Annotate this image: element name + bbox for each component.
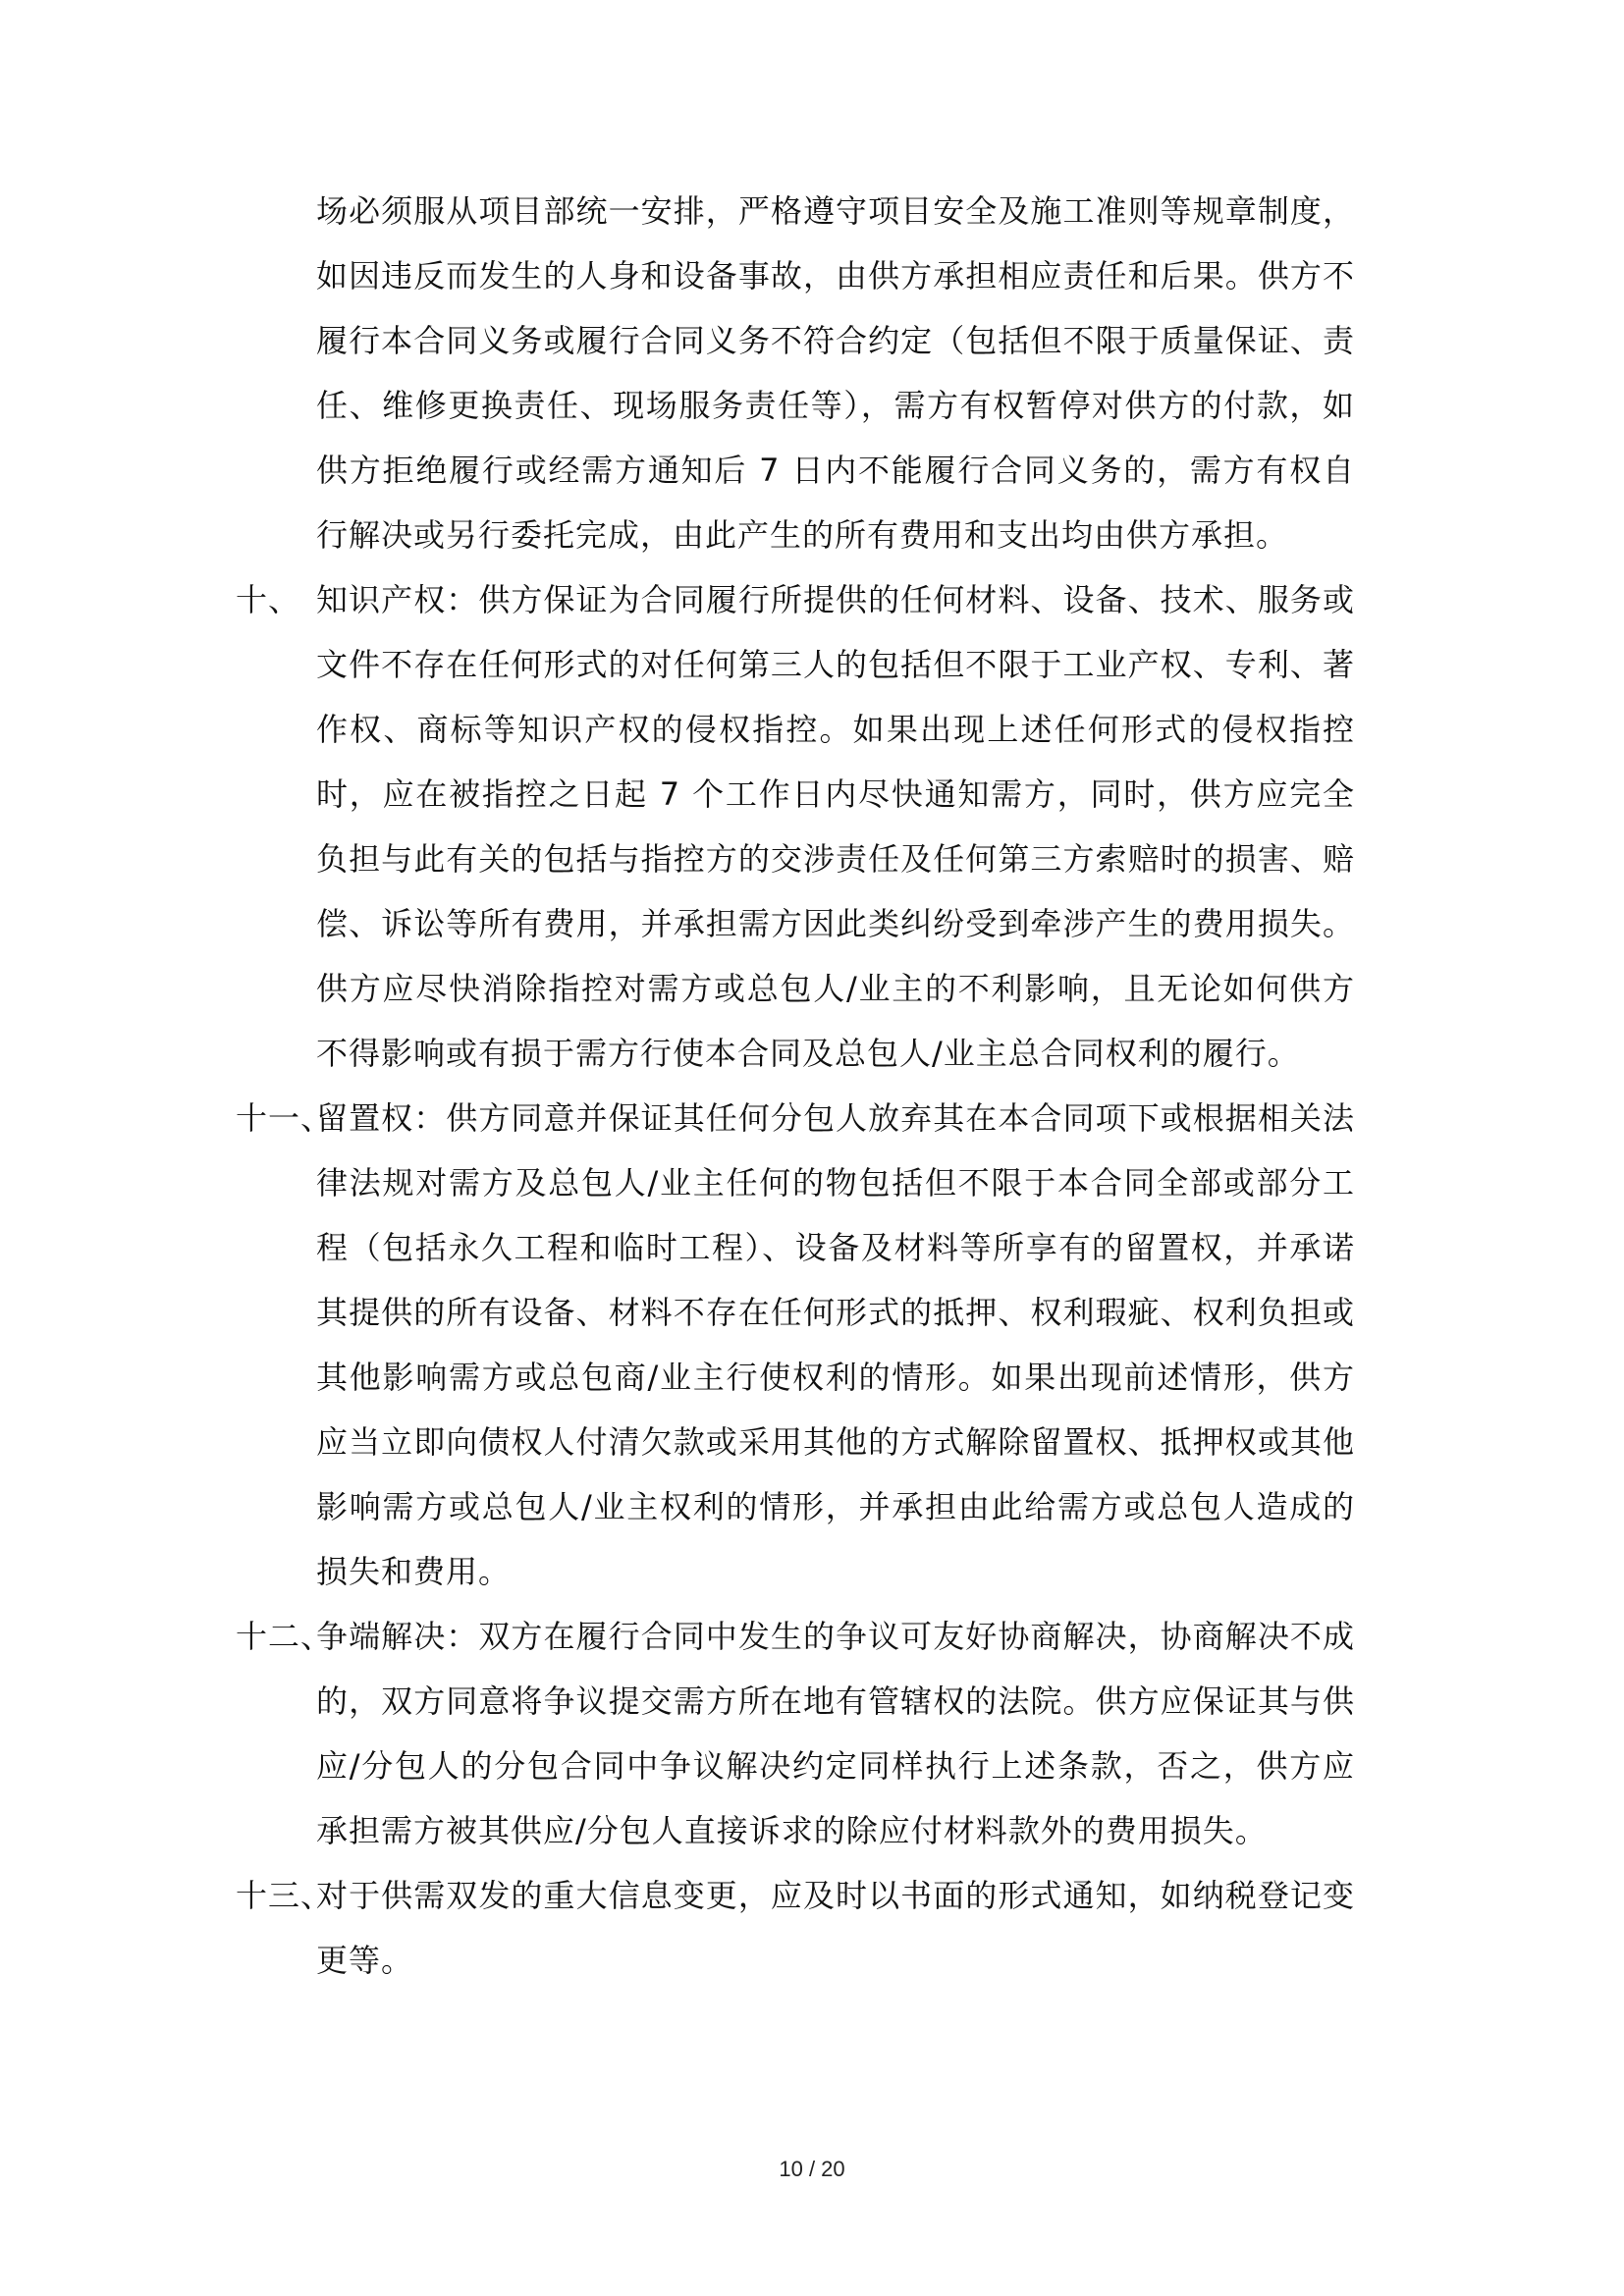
clause-number: 十二、 <box>236 1618 334 1655</box>
clause-number: 十一、 <box>236 1099 334 1137</box>
clause-number: 十三、 <box>236 1877 334 1914</box>
clause-10 <box>236 567 1355 1086</box>
intro-paragraph: 场必须服从项目部统一安排，严格遵守项目安全及施工准则等规章制度，如因违反而发生的人身和设备事故，由供方承担相应责任和后果。供方不履行本合同义务或履行合同义务不符合约定（包括但不限于质量保证、责任、维修更换责任、现场服务责任等），需方有权暂停对供方的付款，如供方拒绝履行或经需方通知后 7 日内不能履行合同义务的，需方有权自行解决或另行委托完成，由此产生的所有费用和支出均由供方承担。 <box>316 192 1355 554</box>
clause-text: 留置权：供方同意并保证其任何分包人放弃其在本合同项下或根据相关法律法规对需方及总包人/业主任何的物包括但不限于本合同全部或部分工程（包括永久工程和临时工程）、设备及材料等所享有的留置权，并承诺其提供的所有设备、材料不存在任何形式的抵押、权利瑕疵、权利负担或其他影响需方或总包商/业主行使权利的情形。如果出现前述情形，供方应当立即向债权人付清欠款或采用其他的方式解除留置权、抵押权或其他影响需方或总包人/业主权利的情形，并承担由此给需方或总包人造成的损失和费用。 <box>316 1099 1355 1590</box>
clause-13 <box>236 1863 1355 1993</box>
clause-text: 争端解决：双方在履行合同中发生的争议可友好协商解决，协商解决不成的，双方同意将争议提交需方所在地有管辖权的法院。供方应保证其与供应/分包人的分包合同中争议解决约定同样执行上述条款，否之，供方应承担需方被其供应/分包人直接诉求的除应付材料款外的费用损失。 <box>316 1618 1355 1849</box>
clause-number: 十、 <box>236 581 301 618</box>
clause-text: 知识产权：供方保证为合同履行所提供的任何材料、设备、技术、服务或文件不存在任何形式的对任何第三人的包括但不限于工业产权、专利、著作权、商标等知识产权的侵权指控。如果出现上述任何形式的侵权指控时，应在被指控之日起 7 个工作日内尽快通知需方，同时，供方应完全负担与此有关的包括与指控方的交涉责任及任何第三方索赔时的损害、赔偿、诉讼等所有费用，并承担需方因此类纠纷受到牵涉产生的费用损失。供方应尽快消除指控对需方或总包人/业主的不利影响，且无论如何供方不得影响或有损于需方行使本合同及总包人/业主总合同权利的履行。 <box>316 581 1355 1072</box>
page-number: 10 / 20 <box>779 2157 845 2181</box>
clause-text: 对于供需双发的重大信息变更，应及时以书面的形式通知，如纳税登记变更等。 <box>316 1877 1355 1979</box>
clause-11 <box>236 1086 1355 1604</box>
document-body <box>236 179 1355 1993</box>
clause-12 <box>236 1604 1355 1863</box>
